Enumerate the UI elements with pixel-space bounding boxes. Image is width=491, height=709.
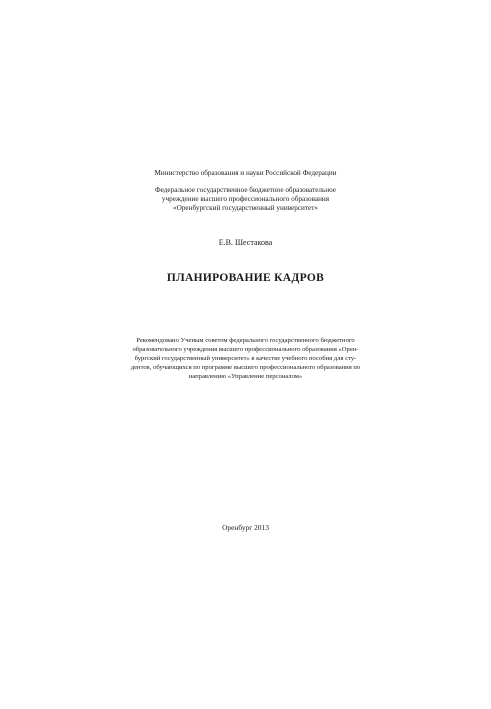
institution-line-1: Федеральное государственное бюджетное образовательное xyxy=(155,186,336,194)
recommendation-line-4: дентов, обучающихся по программе высшего профессионального образования по xyxy=(130,364,361,371)
city-year: Оренбург 2013 xyxy=(222,523,269,532)
recommendation-line-3: бургский государственный университет» в качестве учебного пособия для сту- xyxy=(134,355,357,362)
institution-line-2: учреждение высшего профессионального образования xyxy=(161,195,330,203)
institution-line-3: «Оренбургский государственный университет» xyxy=(173,204,318,212)
recommendation-line-2: образовательного учреждения высшего профессионального образования «Орен- xyxy=(132,346,359,353)
author-name: Е.В. Шестакова xyxy=(218,238,273,247)
ministry-name: Министерство образования и науки Российской Федерации xyxy=(154,169,337,177)
recommendation-line-5: направлению «Управление персоналом» xyxy=(188,373,303,380)
document-title: ПЛАНИРОВАНИЕ КАДРОВ xyxy=(166,272,325,284)
recommendation-line-1: Рекомендовано Ученым советом федерального государственного бюджетного xyxy=(136,337,355,344)
